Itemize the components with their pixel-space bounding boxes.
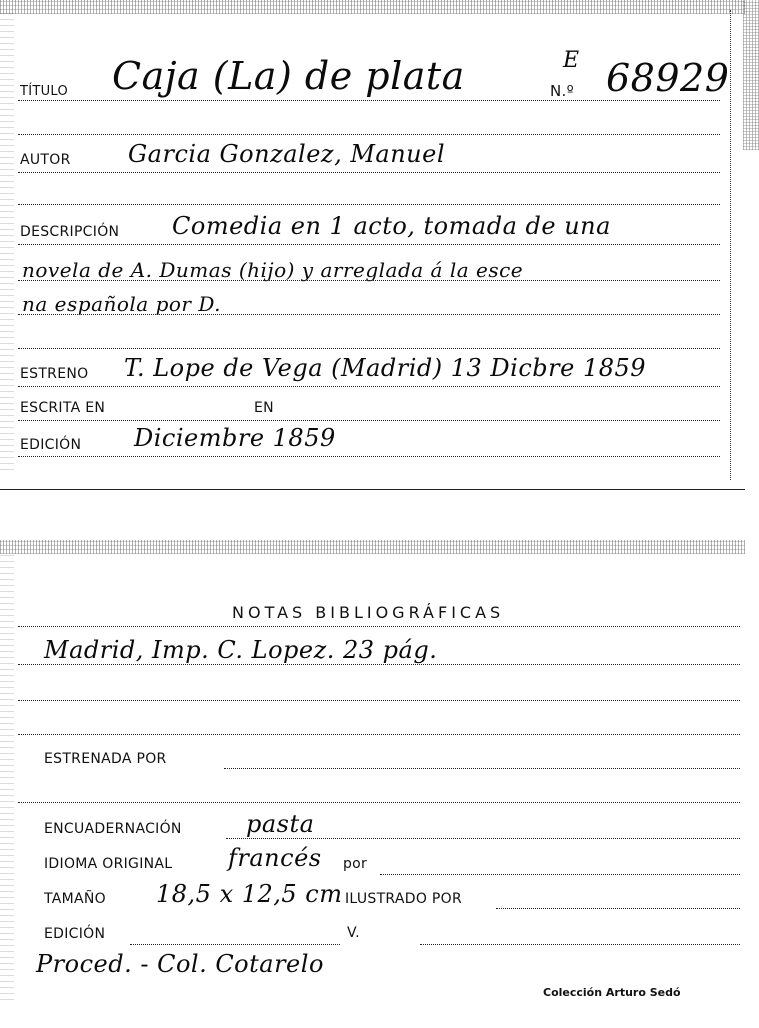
rule: [18, 280, 720, 281]
scan-noise: [0, 550, 14, 1000]
estrenada-por-label: ESTRENADA POR: [44, 751, 167, 767]
escrita-en-label: ESCRITA EN: [20, 400, 106, 416]
por-label: por: [343, 856, 368, 872]
catalog-card-back: [0, 540, 745, 1020]
en-label: EN: [254, 400, 274, 416]
rule: [18, 314, 720, 315]
edicion2-label: EDICIÓN: [44, 926, 106, 942]
rule: [18, 100, 720, 101]
rule: [18, 134, 720, 135]
rule: [420, 944, 740, 945]
rule: [18, 456, 720, 457]
descripcion-line-2: novela de A. Dumas (hijo) y arreglada á la esce: [22, 258, 524, 282]
autor-label: AUTOR: [20, 152, 71, 168]
idioma-value: francés: [228, 844, 322, 872]
descripcion-line-1: Comedia en 1 acto, tomada de una: [172, 212, 611, 240]
number-mark: E: [563, 48, 580, 73]
rule: [18, 664, 740, 665]
descripcion-line-3: na española por D.: [22, 292, 222, 316]
collection-footer: Colección Arturo Sedó: [543, 986, 681, 999]
scan-noise: [0, 0, 745, 14]
edicion-value: Diciembre 1859: [134, 424, 336, 452]
titulo-value: Caja (La) de plata: [112, 54, 465, 98]
rule: [130, 944, 340, 945]
encuadernacion-label: ENCUADERNACIÓN: [44, 821, 182, 837]
scan-noise: [743, 0, 759, 150]
v-label: V.: [347, 925, 360, 941]
descripcion-label: DESCRIPCIÓN: [20, 224, 120, 240]
titulo-label: TÍTULO: [20, 84, 69, 99]
edicion-label: EDICIÓN: [20, 437, 82, 453]
number-prefix: N.º: [550, 82, 574, 100]
rule: [224, 768, 740, 769]
tamano-value: 18,5 x 12,5 cm: [156, 880, 343, 908]
procedencia-value: Proced. - Col. Cotarelo: [36, 950, 324, 978]
idioma-label: IDIOMA ORIGINAL: [44, 856, 173, 872]
estreno-value: T. Lope de Vega (Madrid) 13 Dicbre 1859: [124, 354, 647, 382]
scan-noise: [0, 10, 14, 470]
rule: [18, 244, 720, 245]
autor-value: Garcia Gonzalez, Manuel: [128, 140, 445, 168]
encuadernacion-value: pasta: [246, 810, 315, 838]
card-edge: [0, 489, 745, 490]
rule: [18, 420, 720, 421]
notas-heading: NOTAS BIBLIOGRÁFICAS: [232, 603, 505, 622]
card-edge: [730, 10, 731, 480]
scan-noise: [0, 540, 745, 554]
rule: [226, 838, 740, 839]
rule: [18, 700, 740, 701]
rule: [18, 626, 740, 627]
rule: [380, 874, 740, 875]
estreno-label: ESTRENO: [20, 366, 89, 382]
catalog-card-front: [0, 0, 745, 490]
rule: [18, 802, 740, 803]
rule: [496, 908, 740, 909]
rule: [18, 734, 740, 735]
rule: [18, 204, 720, 205]
tamano-label: TAMAÑO: [44, 891, 106, 907]
ilustrado-label: ILUSTRADO POR: [345, 891, 462, 907]
notas-value: Madrid, Imp. C. Lopez. 23 pág.: [44, 636, 438, 664]
number-value: 68929: [606, 56, 730, 100]
rule: [18, 172, 720, 173]
rule: [18, 348, 720, 349]
rule: [18, 386, 720, 387]
